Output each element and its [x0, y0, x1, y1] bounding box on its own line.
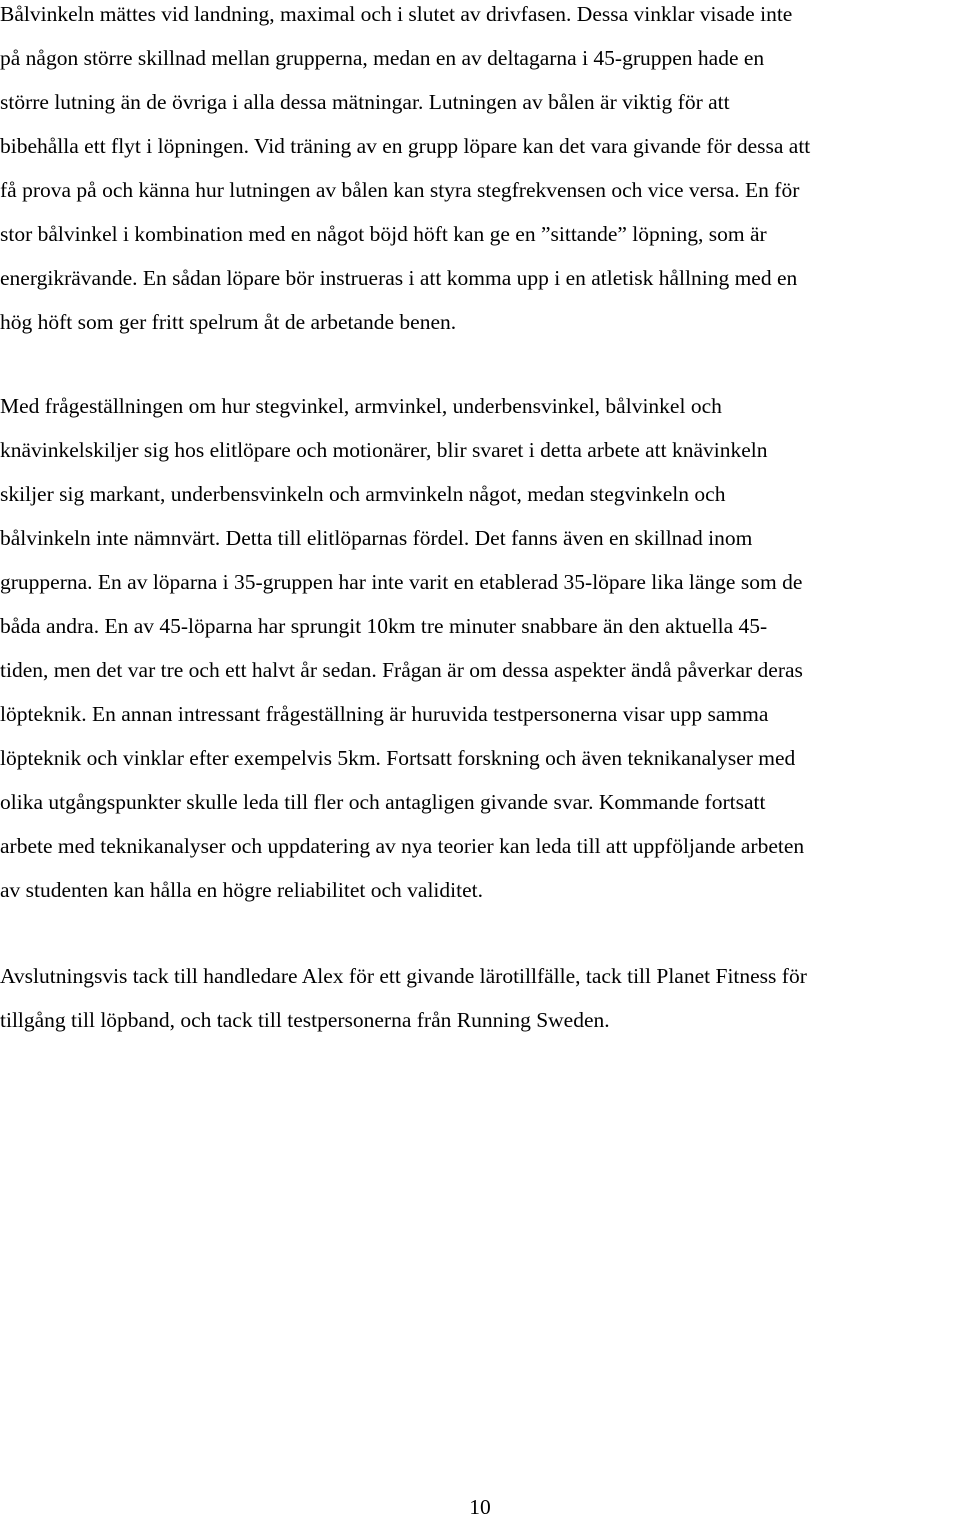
text-line: energikrävande. En sådan löpare bör instrueras i att komma upp i en atletisk hållning med en: [0, 266, 798, 290]
text-line: grupperna. En av löparna i 35-gruppen har inte varit en etablerad 35-löpare lika länge som de: [0, 570, 803, 594]
text-line: knävinkelskiljer sig hos elitlöpare och motionärer, blir svaret i detta arbete att knävinkeln: [0, 438, 768, 462]
text-line: stor bålvinkel i kombination med en något böjd höft kan ge en ”sittande” löpning, som är: [0, 222, 767, 246]
text-line: båda andra. En av 45-löparna har sprungit 10km tre minuter snabbare än den aktuella 45-: [0, 614, 768, 638]
paragraph-trunk-angle: [0, 0, 810, 344]
text-line: av studenten kan hålla en högre reliabilitet och validitet.: [0, 878, 483, 902]
text-line: större lutning än de övriga i alla dessa mätningar. Lutningen av bålen är viktig för att: [0, 90, 730, 114]
text-line: på någon större skillnad mellan grupperna, medan en av deltagarna i 45-gruppen hade en: [0, 46, 765, 70]
text-line: arbete med teknikanalyser och uppdatering av nya teorier kan leda till att uppföljande arbeten: [0, 834, 805, 858]
text-line: olika utgångspunkter skulle leda till fler och antagligen givande svar. Kommande fortsatt: [0, 790, 766, 814]
text-line: bålvinkeln inte nämnvärt. Detta till elitlöparnas fördel. Det fanns även en skillnad inom: [0, 526, 753, 550]
page-number: 10: [469, 1495, 491, 1519]
text-line: skiljer sig markant, underbensvinkeln och armvinkeln något, medan stegvinkeln och: [0, 482, 726, 506]
text-line: få prova på och känna hur lutningen av bålen kan styra stegfrekvensen och vice versa. En för: [0, 178, 800, 202]
text-line: tiden, men det var tre och ett halvt år sedan. Frågan är om dessa aspekter ändå påverkar deras: [0, 658, 803, 682]
text-line: löpteknik. En annan intressant frågeställning är huruvida testpersonerna visar upp samma: [0, 702, 769, 726]
text-line: bibehålla ett flyt i löpningen. Vid träning av en grupp löpare kan det vara givande för dessa att: [0, 134, 811, 158]
text-line: tillgång till löpband, och tack till testpersonerna från Running Sweden.: [0, 1008, 610, 1032]
text-line: Med frågeställningen om hur stegvinkel, armvinkel, underbensvinkel, bålvinkel och: [0, 394, 722, 418]
paragraph-conclusion: [0, 384, 804, 912]
text-line: löpteknik och vinklar efter exempelvis 5km. Fortsatt forskning och även teknikanalyser med: [0, 746, 796, 770]
paragraph-acknowledgements: [0, 954, 807, 1042]
text-line: Bålvinkeln mättes vid landning, maximal och i slutet av drivfasen. Dessa vinklar visade inte: [0, 2, 793, 26]
text-line: hög höft som ger fritt spelrum åt de arbetande benen.: [0, 310, 457, 334]
text-line: Avslutningsvis tack till handledare Alex för ett givande lärotillfälle, tack till Planet Fitness för: [0, 964, 807, 988]
